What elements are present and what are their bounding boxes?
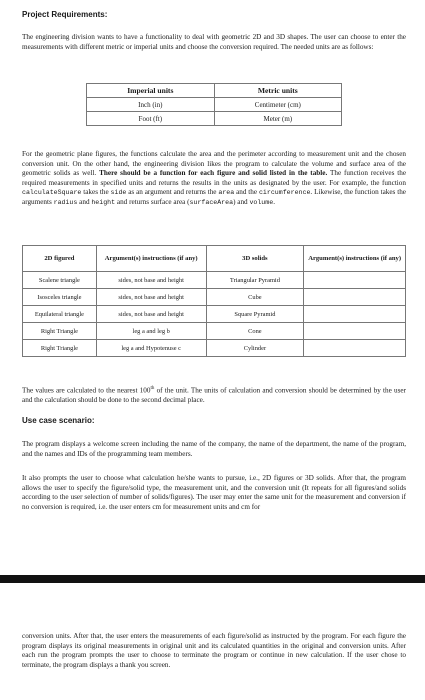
page-separator [0,575,425,583]
conversion-paragraph: conversion units. After that, the user enters the measurements of each figure/solid as instructed by the program. For each figure the program displays its original measurements in original unit and its calculated quantities in the original and conversion units. After each run the program prompts the user to choose to terminate the program or continue in new calculation. If the user chose to terminate, the program displays a thank you screen. [22,632,406,669]
units-header-metric: Metric units [214,84,341,98]
table-row: Scalene triangle sides, not base and height Triangular Pyramid [23,272,406,289]
units-table [86,83,342,126]
units-cell: Foot (ft) [87,112,215,126]
shapes-header-args: Argument(s) instructions (if any) [304,246,406,272]
shapes-header-args: Argument(s) instructions (if any) [96,246,206,272]
shapes-table [22,245,406,357]
table-row: Equilateral triangle sides, not base and height Square Pyramid [23,306,406,323]
page-title: Project Requirements: [22,10,108,19]
shapes-header-3d: 3D solids [206,246,304,272]
precision-paragraph: The values are calculated to the nearest 100th of the unit. The units of calculation and conversion should be determined by the user and the calculation should be done to the second decimal place. [22,386,406,404]
prompt-paragraph: It also prompts the user to choose what calculation he/she wants to pursue, i.e., 2D figures or 3D solids. After that, the program allows the user to specify the figure/solid type, the measurement unit, and the conversion unit (It repeats for all figures/and solids according to the user selection of number of solids/figures). The user may enter the same unit for the measurement and conversion if no conversion is required, i.e. the user enters cm for measurement units and cm for [22,474,406,511]
units-cell: Inch (in) [87,98,215,112]
shapes-header-2d: 2D figured [23,246,97,272]
table-row: Right Triangle leg a and leg b Cone [23,323,406,340]
units-header-imperial: Imperial units [87,84,215,98]
units-cell: Meter (m) [214,112,341,126]
page-gap [0,583,425,620]
intro-paragraph: The engineering division wants to have a functionality to deal with geometric 2D and 3D shapes. The user can choose to enter the measurements with different metric or imperial units and choose the conversion required. The needed units are as follows: [22,33,406,51]
requirements-paragraph: For the geometric plane figures, the functions calculate the area and the perimeter according to measurement unit and the chosen conversion unit. On the other hand, the engineering division likes the program to calculate the volume and surface area of the geometric solids as well. There should be a function for each figure and solid listed in the table. The function receives the required measurements in specified units and returns the results in the units as designated by the user. For example, the function calculateSquare takes the side as an argument and returns the area and the circumference. Likewise, the function takes the arguments radius and height and returns surface area (surfaceArea) and volume. [22,150,407,206]
use-case-heading: Use case scenario: [22,416,95,425]
units-cell: Centimeter (cm) [214,98,341,112]
table-row: Isosceles triangle sides, not base and height Cube [23,289,406,306]
welcome-paragraph: The program displays a welcome screen including the name of the company, the name of the department, the name of the program, and the names and IDs of the programming team members. [22,440,406,458]
table-row: Right Triangle leg a and Hypotenuse c Cylinder [23,340,406,357]
